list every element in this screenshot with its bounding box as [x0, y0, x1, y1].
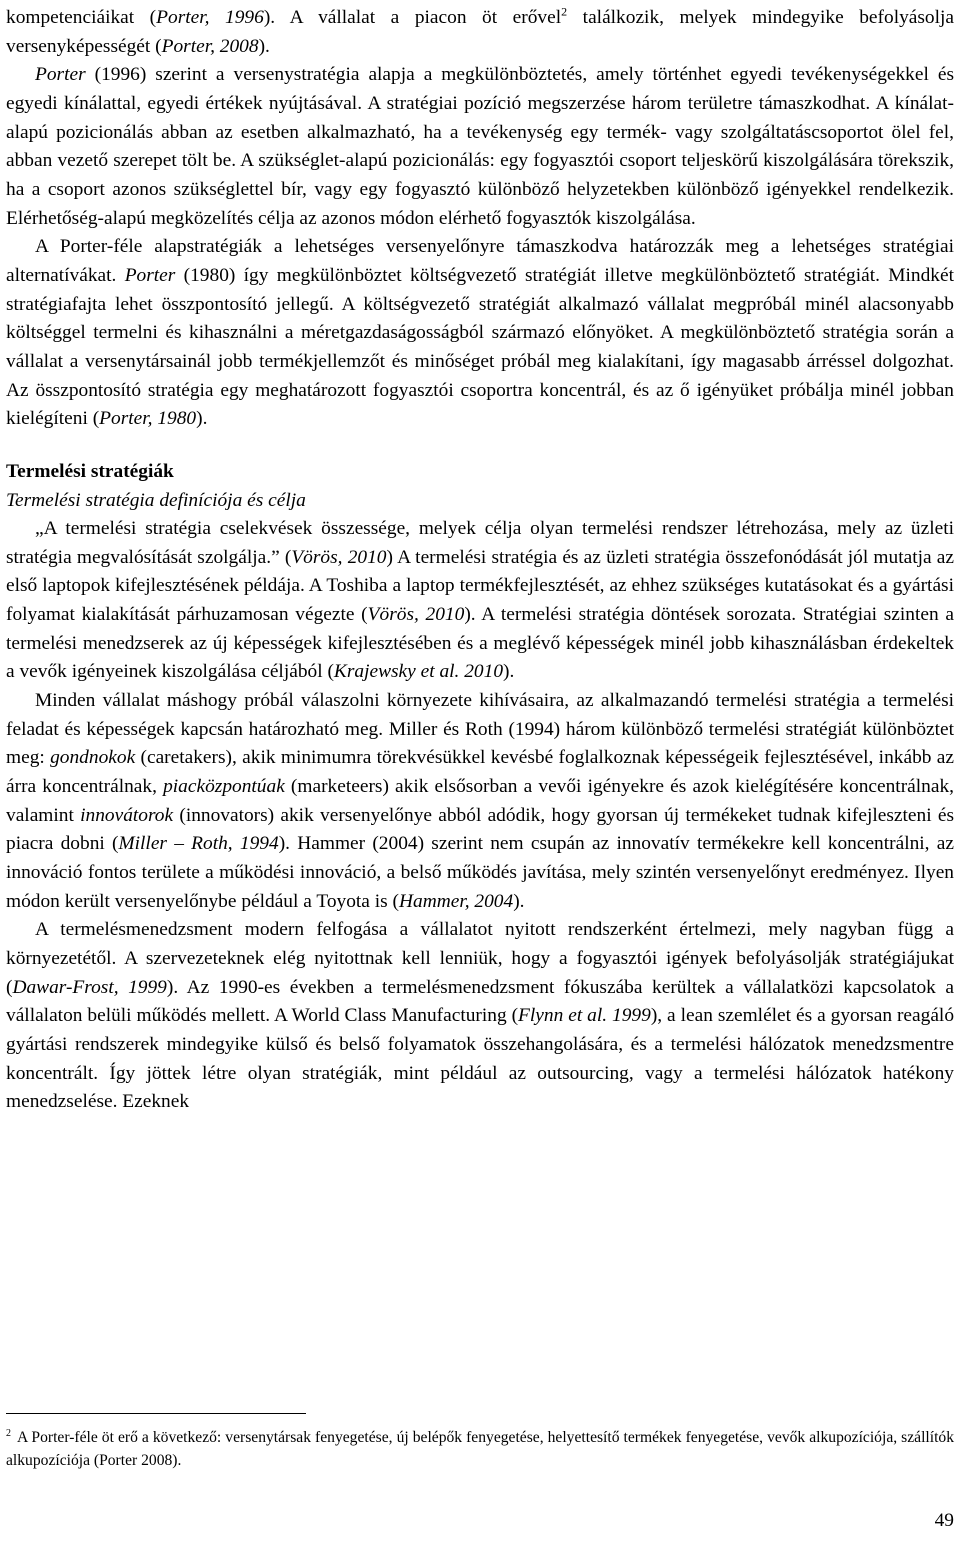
- text-run: ).: [196, 408, 208, 430]
- paragraph-positioning: [6, 61, 954, 233]
- citation: Porter, 2008: [161, 35, 259, 57]
- citation: Dawar-Frost, 1999: [12, 976, 167, 998]
- text-run: A Porter-féle alapstratégiák a lehetséges versenyelőnyre támaszkodva határozzák meg a lehetséges stratégiai alternatívákat.: [6, 236, 954, 286]
- term: piacközpontúak: [163, 776, 285, 798]
- citation: Porter: [124, 264, 176, 286]
- text-run: ).: [513, 890, 525, 912]
- text-run: ). Hammer (2004) szerint nem csupán az innovatív termékekre kell koncentrálni, az innováció fontos területe a működési innováció, a belső működés javítása, mely szintén versenyelőnyt eredményez. Ilyen módon került versenyelőnybe például a Toyota is (: [6, 833, 954, 912]
- text-run: (1996) szerint a versenystratégia alapja a megkülönböztetés, amely történhet egyedi tevékenységekkel és egyedi kínálattal, egyedi értékek nyújtásával. A stratégiai pozíció megszerzése három területre támaszkodhat. A kínálat-alapú pozicionálás abban az esetben alkalmazható, ha a tevékenység egy termék- vagy szolgáltatáscsoportot ölel fel, abban vezető szerepet tölt be. A szükséglet-alapú pozicionálás: egy fogyasztói csoport teljeskörű kiszolgálására törekszik, ha a csoport azonos szükséglettel bír, vagy egy fogyasztó különböző helyzetekben különböző igényekkel rendelkezik. Elérhetőség-alapú megközelítés célja az azonos módon elérhető fogyasztók kiszolgálása.: [6, 64, 954, 229]
- term: innovátorok: [80, 804, 174, 826]
- text-run: „A termelési stratégia cselekvések összessége, melyek célja olyan termelési rendszer létrehozása, mely az üzleti stratégia megvalósítását szolgálja.” (: [6, 518, 954, 568]
- paragraph-modern-approach: [6, 916, 954, 1117]
- paragraph-definition: [6, 515, 954, 687]
- text-run: (1980) így megkülönböztet költségvezető stratégiát illetve megkülönböztető stratégiát. Mindkét stratégiafajta lehet összpontosító jellegű. A költségvezető stratégiát alkalmazó vállalat megpróbál minél alacsonyabb költséggel termelni és kihasználni a méretgazdaságosságból származó előnyöket. A megkülönböztető stratégia során a vállalat a versenytársainál jobb termékjellemzőt és minőséget próbál meg kialakítani, így magasabb árréssel dolgozhat. Az összpontosító stratégia egy meghatározott fogyasztói csoportra koncentrál, és az ő igényüket próbálja minél jobban kielégíteni (: [6, 264, 954, 430]
- text-run: ). A termelési stratégia döntések sorozata. Stratégiai szinten a termelési menedzserek az új képességek kifejlesztésében és a meglévő képességek minél jobb kihasználásban érdekeltek a vevők igényeinek kiszolgálása céljából (: [6, 604, 954, 683]
- paragraph-miller-roth: [6, 687, 954, 916]
- citation: Porter: [35, 64, 86, 86]
- citation: Krajewsky et al. 2010: [333, 661, 504, 683]
- text-run: ).: [503, 661, 515, 683]
- paragraph-porter-forces: [6, 4, 954, 61]
- text-run: (caretakers), akik minimumra törekvésükkel kevésbé foglalkoznak képességeik fejlesztésével, inkább az árra koncentrálnak,: [6, 747, 954, 798]
- text-run: Minden vállalat máshogy próbál válaszolni környezete kihívásaira, az alkalmazandó termelési stratégia a termelési feladat és képességek kapcsán határozható meg. Miller és Roth (1994) három különböző termelési stratégiát különböztet meg:: [6, 690, 954, 769]
- citation: Vörös, 2010: [291, 546, 387, 568]
- text-run: kompetenciáikat (: [6, 7, 157, 28]
- paragraph-generic-strategies: [6, 233, 954, 434]
- text-run: (innovators) akik versenyelőnye abból adódik, hogy gyorsan új termékeket tudnak kifejleszteni és piacra dobni (: [6, 804, 955, 855]
- citation: Flynn et al. 1999: [518, 1005, 651, 1027]
- citation: Miller – Roth, 1994: [118, 833, 279, 855]
- footnote: [6, 1426, 954, 1472]
- text-run: ), a lean szemlélet és a gyorsan reagáló gyártási rendszerek mindegyike külső és belső folyamatok összehangolására, és a termelési hálózatok menedzsmentre koncentrált. Így jöttek létre olyan stratégiák, mint például az outsourcing, vagy a termelési hálózatok hatékony menedzselése. Ezeknek: [6, 1005, 955, 1113]
- text-run: ).: [258, 35, 270, 57]
- footnote-text: A Porter-féle öt erő a következő: versenytársak fenyegetése, új belépők fenyegetése, helyettesítő termékek fenyegetése, vevők alkupozíciója, szállítók alkupozíciója (Porter 2008).: [6, 1429, 954, 1469]
- text-run: ) A termelési stratégia és az üzleti stratégia összefonódását jól mutatja az első laptopok kifejlesztésének példája. A Toshiba a laptop termékfejlesztését, az ehhez szükséges kutatásokat és a gyártási folyamat kialakítását párhuzamosan végezte (: [6, 546, 954, 626]
- text-run: találkozik, melyek mindegyike befolyásolja versenyképességét (: [6, 7, 955, 57]
- text-run: (marketeers) akik elsősorban a vevői igényekre és azok kielégítésére koncentrálnak, valamint: [6, 776, 954, 826]
- text-run: ). Az 1990-es években a termelésmenedzsment fókuszába kerültek a vállalatközi kapcsolatok a vállalaton belüli működés mellett. A World Class Manufacturing (: [6, 976, 954, 1027]
- section-heading: Termelési stratégiák: [6, 460, 174, 482]
- section-subheading: Termelési stratégia definíciója és célja: [6, 489, 306, 511]
- page-number: 49: [934, 1510, 954, 1531]
- citation: Porter, 1996: [156, 7, 264, 28]
- text-run: ). A vállalat a piacon öt erővel: [263, 7, 562, 28]
- footnote-number: 2: [6, 1427, 11, 1439]
- footnote-separator: [6, 1413, 306, 1414]
- citation: Hammer, 2004: [399, 890, 514, 912]
- term: gondnokok: [50, 747, 136, 769]
- footnote-reference[interactable]: 2: [561, 4, 568, 19]
- text-run: A termelésmenedzsment modern felfogása a vállalatot nyitott rendszerként értelmezi, mely nagyban függ a környezetétől. A szervezeteknek elég nyitottnak kell lenniük, hogy a fogyasztói igények befolyásolják stratégiájukat (: [6, 919, 954, 998]
- citation: Vörös, 2010: [367, 604, 465, 626]
- citation: Porter, 1980: [99, 408, 197, 430]
